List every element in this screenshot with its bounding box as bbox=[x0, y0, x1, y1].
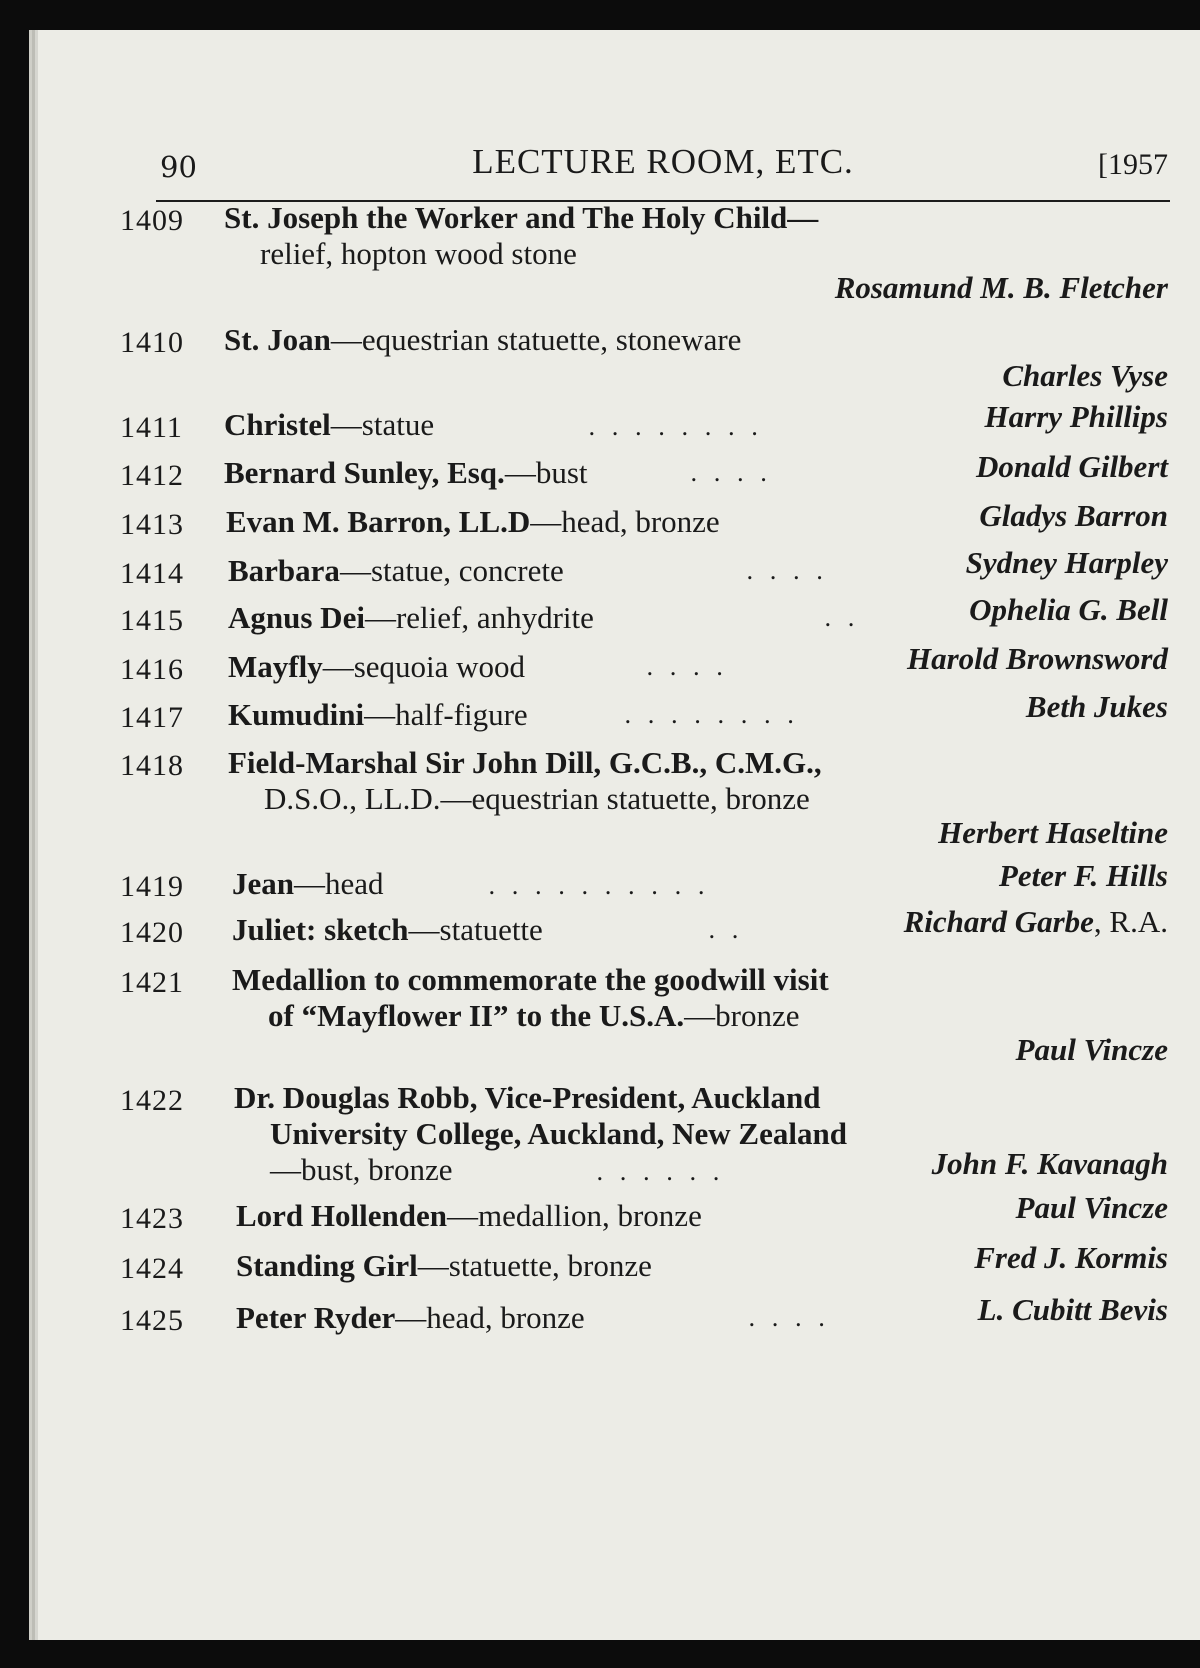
entry-title: Barbara bbox=[228, 553, 340, 588]
leader-dots: . . . . . . . . . . bbox=[488, 872, 709, 900]
entry-artist: Fred J. Kormis bbox=[974, 1240, 1168, 1275]
entry-description: —head, bronze bbox=[395, 1300, 585, 1335]
entry-artist: Charles Vyse bbox=[1002, 358, 1168, 393]
entry-title: Agnus Dei bbox=[228, 600, 365, 635]
entry-title: Lord Hollenden bbox=[236, 1198, 448, 1233]
entry-title: Kumudini bbox=[228, 697, 365, 732]
entry-artist bbox=[904, 904, 1168, 940]
entry-title: Juliet: sketch bbox=[232, 912, 409, 947]
entry-artist: Harold Brownsword bbox=[906, 641, 1168, 676]
entry-artist: Ophelia G. Bell bbox=[969, 592, 1168, 627]
entry-number: 1423 bbox=[120, 1202, 184, 1235]
entry-description: relief, hopton wood stone bbox=[260, 236, 577, 271]
entry-number: 1417 bbox=[120, 701, 184, 734]
leader-dots: . . . . bbox=[646, 653, 728, 681]
entry-title: St. Joan bbox=[224, 322, 331, 357]
entry-number: 1415 bbox=[120, 604, 184, 637]
entry-title: Peter Ryder bbox=[236, 1300, 396, 1335]
entry-description: —statue bbox=[330, 407, 435, 442]
entry-artist: Beth Jukes bbox=[1025, 689, 1168, 724]
entry-title: Medallion to commemorate the goodwill visit bbox=[232, 962, 829, 997]
entry-number: 1419 bbox=[120, 870, 184, 903]
entry-title-continued: University College, Auckland, New Zealand bbox=[270, 1116, 847, 1151]
entry-title: Evan M. Barron, LL.D bbox=[226, 504, 531, 539]
entry-title: Standing Girl bbox=[236, 1248, 418, 1283]
leader-dots: . . . . . . . . bbox=[588, 413, 763, 441]
entry-description: —medallion, bronze bbox=[447, 1198, 702, 1233]
leader-dots: . . . . bbox=[748, 1304, 830, 1332]
entry-title-continued: of “Mayflower II” to the U.S.A. bbox=[268, 998, 685, 1033]
entry-artist: Rosamund M. B. Fletcher bbox=[834, 270, 1168, 305]
entry-description: —bust bbox=[504, 455, 588, 490]
entry-artist: Paul Vincze bbox=[1015, 1190, 1168, 1225]
entry-artist: Peter F. Hills bbox=[998, 858, 1168, 893]
entry-number: 1411 bbox=[120, 411, 183, 444]
entry-description: —equestrian statuette, stoneware bbox=[330, 322, 742, 357]
entry-description: —head, bronze bbox=[530, 504, 720, 539]
entry-title: Bernard Sunley, Esq. bbox=[224, 455, 505, 490]
entry-number: 1412 bbox=[120, 459, 184, 492]
entry-title: St. Joseph the Worker and The Holy Child— bbox=[224, 200, 819, 235]
entry-number: 1409 bbox=[120, 204, 184, 237]
entry-description: —head bbox=[294, 866, 384, 901]
artist-suffix: , R.A. bbox=[1093, 904, 1168, 939]
entry-number: 1418 bbox=[120, 749, 184, 782]
entry-description: —bronze bbox=[684, 998, 800, 1033]
entry-artist: Herbert Haseltine bbox=[938, 815, 1168, 850]
entry-description: —bust, bronze bbox=[270, 1152, 453, 1187]
entry-description: —statuette, bronze bbox=[417, 1248, 652, 1283]
entry-description: —sequoia wood bbox=[322, 649, 526, 684]
leader-dots: . . bbox=[708, 916, 743, 944]
leader-dots: . . . . bbox=[690, 459, 772, 487]
leader-dots: . . . . . . bbox=[596, 1158, 724, 1186]
entry-number: 1420 bbox=[120, 916, 184, 949]
page-number: 90 bbox=[160, 150, 197, 184]
entry-title: Mayfly bbox=[228, 649, 323, 684]
entry-number: 1424 bbox=[120, 1252, 184, 1285]
leader-dots: . . . . bbox=[746, 557, 828, 585]
entry-description: —statuette bbox=[408, 912, 543, 947]
entry-artist: Gladys Barron bbox=[979, 498, 1168, 533]
leader-dots: . . bbox=[824, 604, 859, 632]
artist-name: Richard Garbe bbox=[903, 904, 1094, 939]
entry-artist: L. Cubitt Bevis bbox=[977, 1292, 1168, 1327]
entry-number: 1416 bbox=[120, 653, 184, 686]
entry-number: 1421 bbox=[120, 966, 184, 999]
entry-title: Christel bbox=[224, 407, 331, 442]
entry-title: Field-Marshal Sir John Dill, G.C.B., C.M.G., bbox=[228, 745, 822, 780]
entry-number: 1410 bbox=[120, 326, 184, 359]
entry-description: —relief, anhydrite bbox=[364, 600, 594, 635]
entry-number: 1413 bbox=[120, 508, 184, 541]
entry-artist: John F. Kavanagh bbox=[931, 1146, 1168, 1181]
entry-artist: Donald Gilbert bbox=[975, 449, 1168, 484]
entry-number: 1422 bbox=[120, 1084, 184, 1117]
entry-description: —equestrian statuette, bronze bbox=[440, 781, 810, 816]
entry-artist: Sydney Harpley bbox=[965, 545, 1168, 580]
leader-dots: . . . . . . . . bbox=[624, 701, 799, 729]
entry-number: 1414 bbox=[120, 557, 184, 590]
entry-number: 1425 bbox=[120, 1304, 184, 1337]
page-year: [1957 bbox=[1098, 148, 1168, 181]
page-title: LECTURE ROOM, ETC. bbox=[472, 142, 854, 181]
entry-artist: Harry Phillips bbox=[984, 399, 1168, 434]
page-header bbox=[156, 130, 1170, 202]
entry-title-continued: D.S.O., LL.D. bbox=[264, 781, 441, 816]
entry-artist: Paul Vincze bbox=[1015, 1032, 1168, 1067]
entry-description: —statue, concrete bbox=[339, 553, 564, 588]
entry-title: Dr. Douglas Robb, Vice-President, Auckland bbox=[234, 1080, 821, 1115]
entry-description: —half-figure bbox=[364, 697, 528, 732]
entry-title: Jean bbox=[232, 866, 294, 901]
